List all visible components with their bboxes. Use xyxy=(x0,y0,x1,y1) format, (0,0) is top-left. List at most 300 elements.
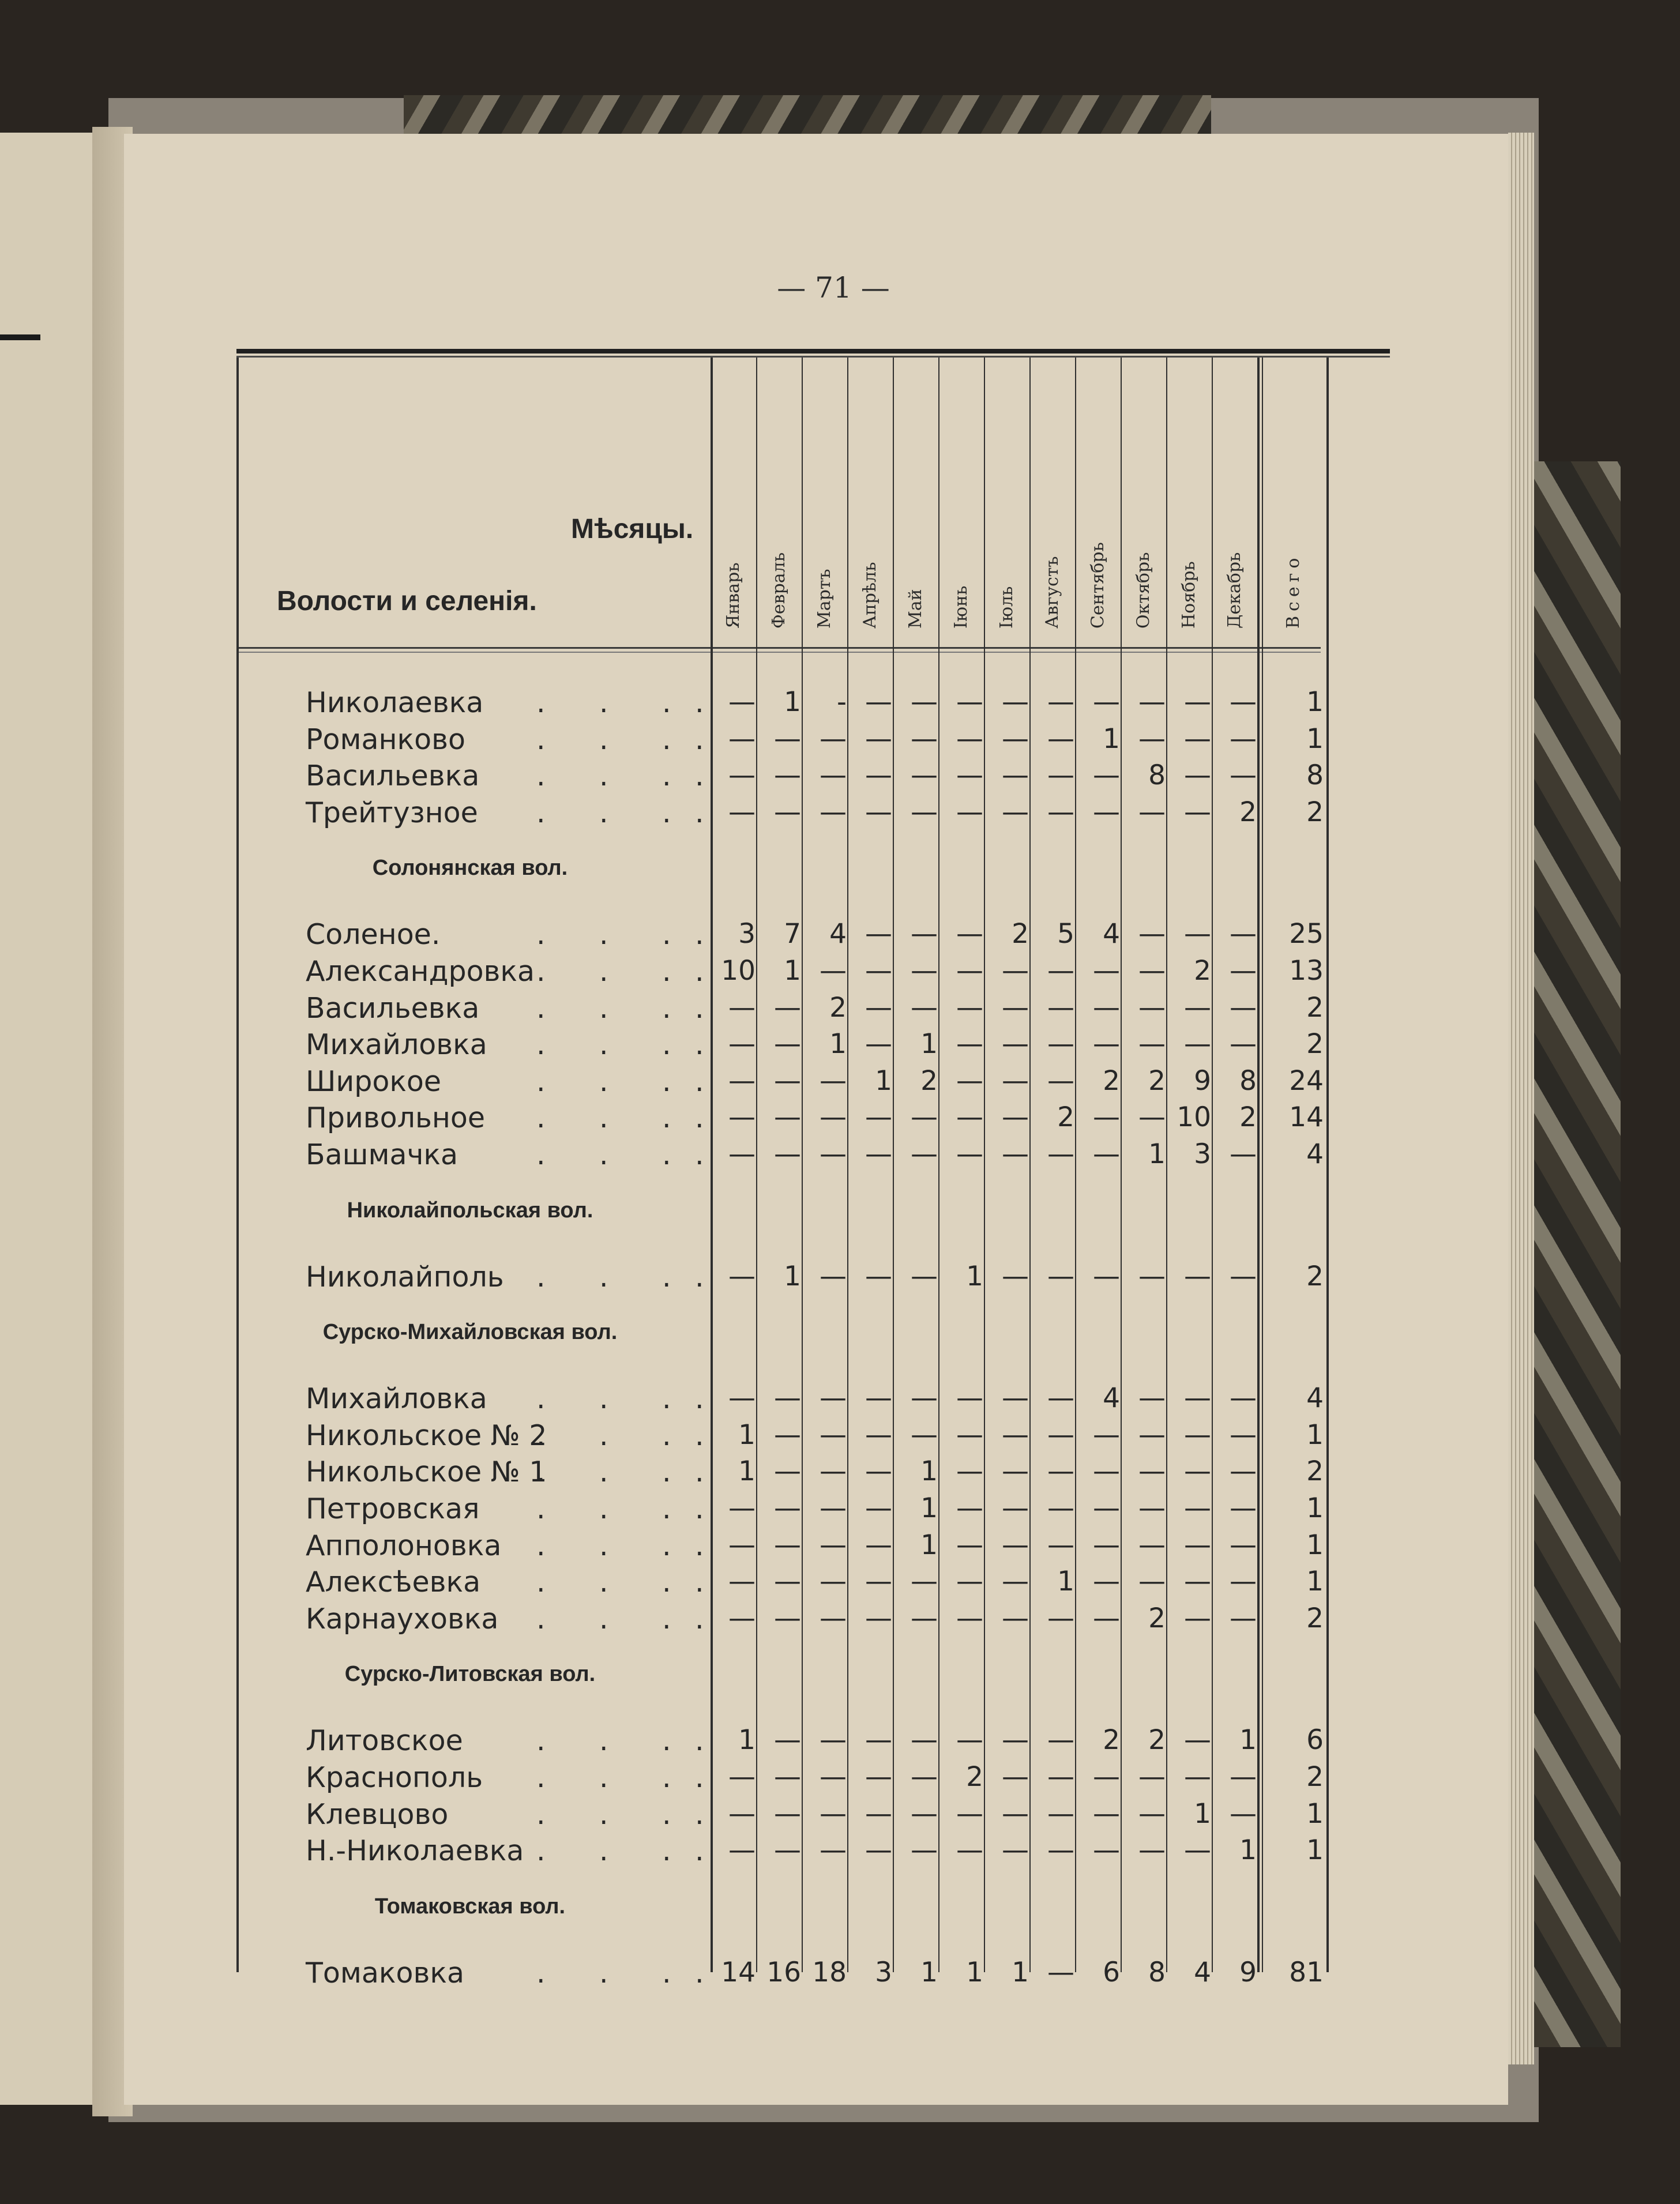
month-value: — xyxy=(1184,1419,1211,1451)
month-value: — xyxy=(956,1602,983,1634)
section-heading: Николайпольская вол. xyxy=(347,1198,593,1223)
leader-dots: . . . xyxy=(536,1065,671,1098)
total-header: Всего xyxy=(1283,553,1303,629)
month-value: — xyxy=(1138,918,1166,950)
month-value: — xyxy=(1230,1492,1257,1524)
month-value: — xyxy=(956,955,983,987)
month-value: — xyxy=(956,1834,983,1867)
section-heading: Сурско-Литовская вол. xyxy=(344,1662,596,1687)
month-value: — xyxy=(1047,1382,1074,1415)
month-value: — xyxy=(1184,1566,1211,1598)
row-total: 1 xyxy=(1306,1492,1324,1524)
page-edges xyxy=(1508,133,1534,2064)
row-total: 2 xyxy=(1306,1260,1324,1292)
row-total: 2 xyxy=(1306,796,1324,828)
row-total: 2 xyxy=(1306,1455,1324,1488)
statistics-table xyxy=(236,358,1390,1989)
month-value: — xyxy=(865,918,892,950)
leader-dot-end: . xyxy=(695,1065,704,1098)
month-value: 1 xyxy=(920,1492,938,1524)
month-value: — xyxy=(1138,1492,1166,1524)
month-value: 5 xyxy=(1057,918,1074,950)
month-value: — xyxy=(1047,991,1074,1024)
month-value: — xyxy=(865,1761,892,1793)
month-value: 4 xyxy=(829,918,847,950)
month-value: — xyxy=(1093,1455,1120,1488)
leader-dots: . . . xyxy=(536,1724,671,1758)
leader-dot-end: . xyxy=(695,1761,704,1794)
month-value: — xyxy=(1093,1419,1120,1451)
month-value: — xyxy=(865,955,892,987)
leader-dots: . . . xyxy=(536,723,671,756)
month-header: Февраль xyxy=(769,552,789,629)
village-name: Васильевка xyxy=(306,991,480,1025)
month-value: — xyxy=(1093,1492,1120,1524)
month-value: — xyxy=(956,1101,983,1134)
row-total: 13 xyxy=(1289,955,1324,987)
leader-dot-end: . xyxy=(695,991,704,1025)
village-name: Петровская xyxy=(306,1492,480,1525)
month-value: 1 xyxy=(920,1529,938,1561)
month-value: — xyxy=(956,759,983,792)
village-name: Томаковка xyxy=(306,1956,464,1989)
month-value: — xyxy=(1184,686,1211,718)
month-value: — xyxy=(1093,759,1120,792)
village-name: Клевцово xyxy=(306,1797,449,1831)
month-value: 4 xyxy=(1103,918,1120,950)
month-value: — xyxy=(820,1797,847,1830)
leader-dots: . . . xyxy=(536,1956,671,1989)
leader-dot-end: . xyxy=(695,918,704,951)
row-total: 2 xyxy=(1306,1761,1324,1793)
month-value: — xyxy=(911,1834,938,1867)
month-value: 8 xyxy=(1148,1956,1166,1988)
month-value: — xyxy=(865,1455,892,1488)
month-value: — xyxy=(1002,1761,1029,1793)
month-value: 2 xyxy=(966,1761,983,1793)
month-value: — xyxy=(774,723,801,755)
month-value: 6 xyxy=(1103,1956,1120,1988)
row-total: 14 xyxy=(1289,1101,1324,1134)
month-value: — xyxy=(1047,1834,1074,1867)
month-value: — xyxy=(728,1138,756,1170)
month-value: — xyxy=(1002,1382,1029,1415)
month-value: — xyxy=(956,1724,983,1757)
month-value: — xyxy=(1184,918,1211,950)
month-value: — xyxy=(1002,1419,1029,1451)
month-value: — xyxy=(865,1138,892,1170)
month-value: — xyxy=(1138,1028,1166,1060)
leader-dots: . . . xyxy=(536,1492,671,1525)
month-value: — xyxy=(1093,1260,1120,1292)
month-value: 2 xyxy=(1194,955,1211,987)
month-value: 1 xyxy=(829,1028,847,1060)
leader-dot-end: . xyxy=(695,759,704,793)
row-total: 1 xyxy=(1306,1529,1324,1561)
month-value: — xyxy=(1002,723,1029,755)
month-value: — xyxy=(956,991,983,1024)
table-left-rule xyxy=(236,358,239,1972)
month-value: — xyxy=(1002,1529,1029,1561)
month-value: 1 xyxy=(738,1455,756,1488)
month-value: — xyxy=(1138,1382,1166,1415)
month-value: 10 xyxy=(721,955,756,987)
month-value: 2 xyxy=(1012,918,1029,950)
month-value: — xyxy=(1002,1724,1029,1757)
month-value: — xyxy=(1138,1566,1166,1598)
month-value: — xyxy=(1230,955,1257,987)
month-value: 1 xyxy=(784,955,801,987)
month-value: — xyxy=(728,1761,756,1793)
month-value: — xyxy=(1184,1260,1211,1292)
month-header: Іюль xyxy=(997,586,1017,629)
leader-dots: . . . xyxy=(536,1797,671,1831)
month-value: 8 xyxy=(1239,1065,1257,1097)
month-value: — xyxy=(1002,1602,1029,1634)
leader-dot-end: . xyxy=(695,1566,704,1599)
month-value: 2 xyxy=(1239,796,1257,828)
right-page xyxy=(124,134,1508,2105)
month-value: — xyxy=(1093,1761,1120,1793)
month-value: — xyxy=(820,1065,847,1097)
month-value: 10 xyxy=(1177,1101,1211,1134)
month-value: 1 xyxy=(1012,1956,1029,1988)
leader-dot-end: . xyxy=(695,1138,704,1171)
leader-dot-end: . xyxy=(695,1492,704,1525)
month-value: 1 xyxy=(784,1260,801,1292)
month-value: — xyxy=(911,1101,938,1134)
header-separator xyxy=(236,647,1321,649)
month-value: — xyxy=(728,1797,756,1830)
month-value: — xyxy=(820,1260,847,1292)
month-value: — xyxy=(865,796,892,828)
month-value: — xyxy=(1230,1382,1257,1415)
leader-dot-end: . xyxy=(695,1956,704,1989)
month-value: — xyxy=(820,1529,847,1561)
village-name: Николаевка xyxy=(306,686,484,719)
leader-dots: . . . xyxy=(536,686,671,719)
month-value: — xyxy=(1093,1602,1120,1634)
left-page-rule xyxy=(0,334,40,340)
month-value: — xyxy=(820,1724,847,1757)
month-value: 2 xyxy=(829,991,847,1024)
month-value: — xyxy=(1002,796,1029,828)
month-value: — xyxy=(1138,991,1166,1024)
month-value: — xyxy=(728,1602,756,1634)
month-value: — xyxy=(956,1028,983,1060)
row-total: 4 xyxy=(1306,1382,1324,1415)
month-value: 7 xyxy=(784,918,801,950)
month-value: — xyxy=(1093,955,1120,987)
month-value: — xyxy=(774,759,801,792)
month-value: — xyxy=(1184,1761,1211,1793)
month-header: Апрѣль xyxy=(860,562,880,629)
month-value: — xyxy=(956,686,983,718)
leader-dot-end: . xyxy=(695,1260,704,1293)
month-value: 1 xyxy=(738,1419,756,1451)
month-value: — xyxy=(1230,1529,1257,1561)
month-value: — xyxy=(1002,1455,1029,1488)
leader-dots: . . . xyxy=(536,1101,671,1135)
month-value: — xyxy=(728,1101,756,1134)
month-value: — xyxy=(1093,1834,1120,1867)
month-value: 1 xyxy=(966,1260,983,1292)
month-value: — xyxy=(911,1260,938,1292)
month-value: — xyxy=(1184,1602,1211,1634)
month-value: — xyxy=(911,723,938,755)
month-value: — xyxy=(1047,759,1074,792)
month-value: — xyxy=(956,1419,983,1451)
leader-dots: . . . xyxy=(536,955,671,988)
month-value: — xyxy=(820,1455,847,1488)
leader-dot-end: . xyxy=(695,955,704,988)
village-name: Башмачка xyxy=(306,1138,458,1171)
month-value: 1 xyxy=(1194,1797,1211,1830)
month-value: 2 xyxy=(1103,1724,1120,1757)
month-value: — xyxy=(728,1492,756,1524)
village-name: Соленое. xyxy=(306,918,441,951)
month-value: — xyxy=(1138,1529,1166,1561)
page-number: — 71 — xyxy=(777,271,890,304)
month-value: — xyxy=(1230,1797,1257,1830)
month-value: — xyxy=(1230,1028,1257,1060)
month-value: — xyxy=(911,1138,938,1170)
month-value: 1 xyxy=(875,1065,892,1097)
village-name: Карнауховка xyxy=(306,1602,499,1635)
month-value: — xyxy=(911,918,938,950)
village-name: Литовское xyxy=(306,1724,463,1758)
month-value: — xyxy=(774,1761,801,1793)
month-value: — xyxy=(1138,1455,1166,1488)
month-value: — xyxy=(865,1419,892,1451)
row-total: 4 xyxy=(1306,1138,1324,1170)
month-value: — xyxy=(1093,796,1120,828)
month-value: — xyxy=(1184,1724,1211,1757)
month-value: — xyxy=(865,1724,892,1757)
month-value: — xyxy=(865,1529,892,1561)
month-value: — xyxy=(1047,796,1074,828)
month-value: — xyxy=(1002,1797,1029,1830)
month-value: — xyxy=(820,1602,847,1634)
month-value: — xyxy=(911,1566,938,1598)
month-value: — xyxy=(820,759,847,792)
month-value: — xyxy=(865,1797,892,1830)
village-name: Трейтузное xyxy=(306,796,478,829)
month-value: — xyxy=(820,1419,847,1451)
month-value: — xyxy=(956,1382,983,1415)
month-value: — xyxy=(1230,918,1257,950)
village-name: Привольное xyxy=(306,1101,486,1135)
month-value: — xyxy=(774,1492,801,1524)
month-value: — xyxy=(1138,1101,1166,1134)
month-value: — xyxy=(865,1566,892,1598)
month-value: 2 xyxy=(1057,1101,1074,1134)
month-value: 4 xyxy=(1194,1956,1211,1988)
month-value: — xyxy=(1230,1419,1257,1451)
month-value: — xyxy=(1138,796,1166,828)
leader-dot-end: . xyxy=(695,1419,704,1452)
month-value: — xyxy=(911,991,938,1024)
month-value: — xyxy=(774,1724,801,1757)
month-value: 9 xyxy=(1239,1956,1257,1988)
leader-dots: . . . xyxy=(536,1028,671,1062)
leader-dots: . . . xyxy=(536,1138,671,1171)
month-value: — xyxy=(1047,1138,1074,1170)
leader-dot-end: . xyxy=(695,796,704,829)
month-value: 3 xyxy=(1194,1138,1211,1170)
village-name: Михайловка xyxy=(306,1028,487,1062)
month-header: Январь xyxy=(723,562,743,629)
month-value: — xyxy=(1138,955,1166,987)
rows-header: Волости и селенія. xyxy=(277,586,537,616)
month-value: — xyxy=(1047,1797,1074,1830)
leader-dots: . . . xyxy=(536,1419,671,1452)
row-total: 1 xyxy=(1306,1834,1324,1867)
month-value: — xyxy=(1230,759,1257,792)
month-header: Сентябрь xyxy=(1088,542,1108,629)
header-separator-thin xyxy=(236,652,1321,653)
month-value: — xyxy=(1002,955,1029,987)
month-value: — xyxy=(865,1602,892,1634)
month-value: — xyxy=(774,991,801,1024)
month-value: — xyxy=(1184,1455,1211,1488)
month-value: 4 xyxy=(1103,1382,1120,1415)
table-right-rule xyxy=(1326,358,1329,1972)
village-name: Васильевка xyxy=(306,759,480,793)
village-name: Никольское № 1 xyxy=(306,1455,547,1489)
month-value: — xyxy=(956,796,983,828)
month-value: — xyxy=(774,1028,801,1060)
month-value: — xyxy=(774,1529,801,1561)
month-value: — xyxy=(956,1455,983,1488)
month-value: — xyxy=(1002,1138,1029,1170)
month-value: 2 xyxy=(920,1065,938,1097)
leader-dot-end: . xyxy=(695,1455,704,1489)
month-header: Октябрь xyxy=(1133,552,1153,629)
leader-dot-end: . xyxy=(695,1101,704,1135)
month-value: — xyxy=(774,1566,801,1598)
village-name: Н.-Николаевка xyxy=(306,1834,524,1868)
month-value: 2 xyxy=(1148,1602,1166,1634)
month-value: — xyxy=(1047,1529,1074,1561)
month-value: — xyxy=(774,1065,801,1097)
month-value: — xyxy=(911,1761,938,1793)
month-value: — xyxy=(1047,1602,1074,1634)
month-header: Ноябрь xyxy=(1179,561,1199,629)
month-value: 18 xyxy=(812,1956,847,1988)
month-value: — xyxy=(1230,1455,1257,1488)
month-value: — xyxy=(728,1028,756,1060)
month-value: 1 xyxy=(920,1028,938,1060)
month-value: — xyxy=(956,1529,983,1561)
month-value: — xyxy=(956,1138,983,1170)
month-value: — xyxy=(911,1724,938,1757)
month-value: 1 xyxy=(966,1956,983,1988)
month-value: — xyxy=(865,1492,892,1524)
month-value: 14 xyxy=(721,1956,756,1988)
month-value: — xyxy=(865,1028,892,1060)
leader-dots: . . . xyxy=(536,1602,671,1635)
month-value: — xyxy=(1138,686,1166,718)
month-value: - xyxy=(837,686,847,718)
month-value: — xyxy=(1184,1382,1211,1415)
month-value: — xyxy=(1230,1602,1257,1634)
leader-dots: . . . xyxy=(536,1455,671,1489)
month-value: 9 xyxy=(1194,1065,1211,1097)
month-value: 3 xyxy=(875,1956,892,1988)
village-name: Александровка xyxy=(306,955,535,988)
month-value: 3 xyxy=(738,918,756,950)
leader-dot-end: . xyxy=(695,1382,704,1416)
leader-dot-end: . xyxy=(695,1028,704,1062)
month-value: — xyxy=(911,796,938,828)
leader-dots: . . . xyxy=(536,759,671,793)
month-value: — xyxy=(1047,1455,1074,1488)
month-value: 1 xyxy=(1103,723,1120,755)
leader-dots: . . . xyxy=(536,1529,671,1562)
month-value: 1 xyxy=(1239,1724,1257,1757)
month-value: — xyxy=(1184,723,1211,755)
month-value: — xyxy=(820,1101,847,1134)
section-heading: Томаковская вол. xyxy=(374,1894,566,1919)
month-value: — xyxy=(774,1138,801,1170)
month-value: 1 xyxy=(1148,1138,1166,1170)
row-total: 2 xyxy=(1306,1602,1324,1634)
month-value: — xyxy=(774,1834,801,1867)
leader-dot-end: . xyxy=(695,1834,704,1868)
month-value: — xyxy=(1002,1834,1029,1867)
leader-dots: . . . xyxy=(536,1761,671,1794)
month-value: — xyxy=(1184,759,1211,792)
month-value: — xyxy=(1184,991,1211,1024)
month-value: — xyxy=(1138,1419,1166,1451)
month-value: — xyxy=(774,1382,801,1415)
month-value: — xyxy=(1002,759,1029,792)
month-value: — xyxy=(1002,1492,1029,1524)
month-value: — xyxy=(728,991,756,1024)
month-value: — xyxy=(1002,1566,1029,1598)
month-value: — xyxy=(774,1419,801,1451)
month-value: — xyxy=(728,686,756,718)
month-value: — xyxy=(1047,1761,1074,1793)
month-value: — xyxy=(956,1065,983,1097)
month-value: 1 xyxy=(1057,1566,1074,1598)
month-value: — xyxy=(1138,1260,1166,1292)
section-heading: Сурско-Михайловская вол. xyxy=(322,1320,618,1345)
month-value: — xyxy=(1047,1065,1074,1097)
row-total: 25 xyxy=(1289,918,1324,950)
leader-dots: . . . xyxy=(536,918,671,951)
row-total: 8 xyxy=(1306,759,1324,792)
month-value: — xyxy=(865,1101,892,1134)
table-top-rule xyxy=(236,349,1390,353)
month-value: — xyxy=(820,1761,847,1793)
leader-dots: . . . xyxy=(536,1566,671,1599)
month-value: — xyxy=(911,1602,938,1634)
month-value: — xyxy=(1184,1028,1211,1060)
month-value: — xyxy=(1002,1065,1029,1097)
month-value: — xyxy=(1047,1492,1074,1524)
month-value: — xyxy=(1047,723,1074,755)
month-value: — xyxy=(1184,1529,1211,1561)
month-value: — xyxy=(1093,1138,1120,1170)
month-value: — xyxy=(728,1382,756,1415)
month-value: — xyxy=(820,796,847,828)
village-name: Никольское № 2 xyxy=(306,1419,547,1452)
month-value: — xyxy=(956,1566,983,1598)
month-value: — xyxy=(1047,955,1074,987)
month-value: 1 xyxy=(784,686,801,718)
